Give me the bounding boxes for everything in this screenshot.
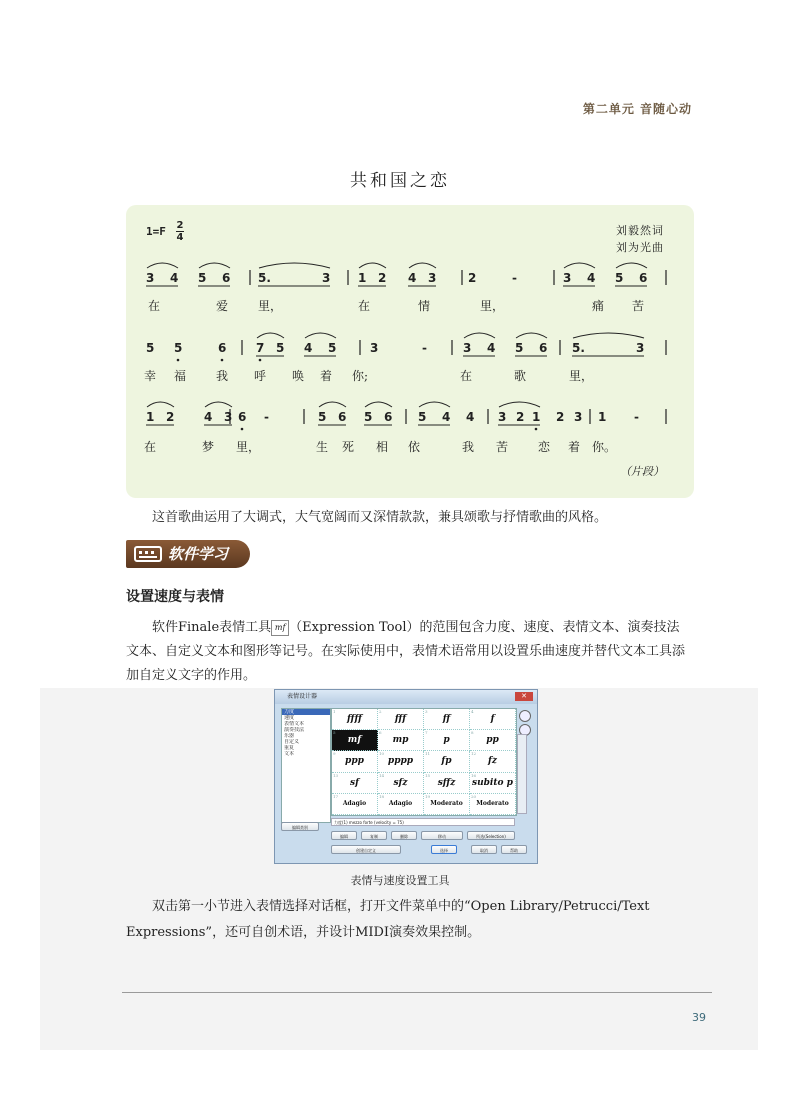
- jianpu-note: 6: [238, 410, 247, 424]
- lyric-syllable: 我: [216, 369, 229, 383]
- jianpu-note: 6: [384, 410, 393, 424]
- cell-symbol: sffz: [437, 777, 456, 788]
- expression-cell[interactable]: [470, 730, 516, 751]
- cell-number: 18: [379, 793, 385, 799]
- cell-symbol: fff: [394, 714, 407, 725]
- lyric-syllable: 在: [144, 440, 157, 454]
- lyric-syllable: 你;: [352, 369, 369, 383]
- expression-cell[interactable]: [378, 751, 424, 772]
- song-title: 共和国之恋: [350, 171, 450, 191]
- cell-number: 13: [333, 772, 339, 778]
- slur-arc: [564, 263, 595, 268]
- category-item[interactable]: 演奏技法: [284, 727, 305, 733]
- dialog-titlebar: [275, 690, 537, 704]
- jianpu-note: 2: [378, 271, 387, 285]
- jianpu-note: 4: [442, 410, 451, 424]
- lyric-syllable: 呼: [254, 369, 267, 383]
- paragraph-text-end: （Expression Tool）的范围包含力度、速度、表情文本、演奏技法文本、自定义文本和图形等记号。在实际使用中，表情术语常用以设置乐曲速度并替代文本工具添加自定义文字的作用。: [126, 620, 686, 683]
- jianpu-note: 4: [587, 271, 596, 285]
- cell-symbol: f: [490, 714, 495, 725]
- jianpu-note: 4: [487, 341, 496, 355]
- delete-button[interactable]: 删除: [391, 831, 417, 840]
- time-signature-top: 2: [176, 220, 184, 231]
- lyric-syllable: 生: [316, 440, 329, 454]
- slur-arc: [409, 263, 436, 268]
- lyric-syllable: 福: [174, 369, 187, 383]
- footer-divider: [122, 992, 712, 993]
- slur-arc: [516, 333, 547, 338]
- cell-number: 19: [425, 793, 431, 799]
- lyric-syllable: 苦: [632, 299, 645, 313]
- expression-cell[interactable]: [378, 773, 424, 794]
- jianpu-note: -: [422, 341, 427, 355]
- lyric-syllable: 依: [408, 440, 421, 454]
- jianpu-notation: [126, 205, 694, 498]
- jianpu-note: 2: [468, 271, 477, 285]
- expression-info: 力度(1) mezzo forte (velocity = 75): [331, 818, 515, 826]
- slur-arc: [499, 402, 540, 407]
- cell-number: 5: [333, 730, 336, 736]
- slur-arc: [205, 402, 232, 407]
- help-button[interactable]: 帮助: [501, 845, 527, 854]
- jianpu-note: -: [512, 271, 517, 285]
- cell-number: 15: [425, 772, 431, 778]
- expression-grid: [331, 708, 517, 816]
- expression-cell[interactable]: [424, 794, 470, 815]
- slur-arc: [573, 333, 644, 338]
- jianpu-note: 4: [204, 410, 213, 424]
- lyric-syllable: 痛: [592, 299, 605, 313]
- expression-cell[interactable]: [470, 709, 516, 730]
- lyric-syllable: 在: [460, 369, 473, 383]
- jianpu-note: 3: [463, 341, 472, 355]
- cell-symbol: sfz: [393, 777, 408, 788]
- cell-symbol: Moderato: [476, 800, 509, 808]
- expression-cell[interactable]: [470, 794, 516, 815]
- keyboard-icon: [134, 546, 162, 562]
- octave-dot: [259, 359, 262, 362]
- scrollbar[interactable]: [517, 734, 527, 814]
- cell-symbol: mp: [392, 735, 409, 746]
- create-custom-button[interactable]: 创建自定义: [331, 845, 401, 854]
- cell-number: 4: [471, 709, 474, 714]
- cell-number: 16: [471, 772, 477, 778]
- slur-arc: [199, 263, 230, 268]
- slur-arc: [359, 263, 386, 268]
- jianpu-note: 4: [408, 271, 417, 285]
- jianpu-note: 2: [556, 410, 565, 424]
- jianpu-note: 5: [146, 341, 155, 355]
- octave-dot: [241, 428, 244, 431]
- cell-symbol: fp: [441, 756, 452, 767]
- slur-arc: [464, 333, 495, 338]
- cell-number: 9: [333, 751, 336, 757]
- cell-number: 20: [471, 793, 477, 799]
- move-select[interactable]: 移动: [421, 831, 463, 840]
- lyric-syllable: 着: [320, 369, 333, 383]
- jianpu-note: 4: [170, 271, 179, 285]
- edit-category-button[interactable]: 编辑类别: [281, 822, 319, 831]
- expression-cell[interactable]: [424, 709, 470, 730]
- score-panel: [126, 205, 694, 498]
- jianpu-note: 1: [358, 271, 367, 285]
- jianpu-note: 5: [328, 341, 337, 355]
- lyric-syllable: 相: [376, 440, 389, 454]
- jianpu-note: 5.: [572, 341, 585, 355]
- lyric-syllable: 唤: [292, 369, 305, 383]
- lyric-syllable: 恋: [538, 440, 551, 454]
- slur-arc: [319, 402, 346, 407]
- jianpu-note: 7: [256, 341, 265, 355]
- zoom-in-icon[interactable]: [519, 710, 531, 722]
- cell-symbol: pp: [486, 735, 499, 746]
- lyric-syllable: 你。: [592, 440, 617, 454]
- cancel-button[interactable]: 取消: [471, 845, 497, 854]
- expression-cell[interactable]: [424, 751, 470, 772]
- page-number: 39: [692, 1011, 706, 1024]
- jianpu-note: 3: [146, 271, 155, 285]
- lyric-syllable: 着: [568, 440, 581, 454]
- cell-symbol: Moderato: [430, 800, 463, 808]
- expression-cell[interactable]: [470, 773, 516, 794]
- jianpu-note: 1: [598, 410, 607, 424]
- cell-number: 2: [379, 709, 382, 714]
- selection-select[interactable]: 所选(Selection): [467, 831, 515, 840]
- lyric-syllable: 情: [418, 299, 431, 313]
- expression-cell[interactable]: [332, 794, 378, 815]
- cell-symbol: sf: [350, 777, 359, 788]
- jianpu-note: 5: [174, 341, 183, 355]
- software-study-badge: [126, 540, 250, 568]
- select-button[interactable]: 选择: [431, 845, 457, 854]
- cell-number: 1: [333, 709, 336, 714]
- duplicate-button[interactable]: 复制: [361, 831, 387, 840]
- jianpu-note: 5: [276, 341, 285, 355]
- slur-arc: [419, 402, 450, 407]
- cell-number: 12: [471, 751, 477, 757]
- jianpu-note: 1: [146, 410, 155, 424]
- slur-arc: [616, 263, 647, 268]
- jianpu-note: 5: [515, 341, 524, 355]
- library-instructions: 双击第一小节进入表情选择对话框，打开文件菜单中的“Open Library/Petrucci/Text Expressions”，还可自创术语，并设计MIDI演奏效果控制。: [126, 899, 650, 940]
- expression-cell[interactable]: [470, 751, 516, 772]
- jianpu-note: 3: [563, 271, 572, 285]
- jianpu-note: 6: [222, 271, 231, 285]
- lyric-syllable: 苦: [496, 440, 509, 454]
- expression-cell[interactable]: [332, 709, 378, 730]
- category-item[interactable]: 重复: [284, 745, 295, 751]
- cell-number: 11: [425, 751, 431, 757]
- lyricist-credit: 刘毅然词: [616, 224, 664, 237]
- lyric-syllable: 歌: [514, 369, 527, 383]
- screenshot-caption: 表情与速度设置工具: [350, 874, 450, 887]
- lyric-syllable: 梦: [202, 440, 215, 454]
- expression-cell[interactable]: [424, 773, 470, 794]
- category-item[interactable]: 自定义: [284, 739, 300, 745]
- jianpu-note: 6: [338, 410, 347, 424]
- unit-title: 第二单元 音随心动: [582, 102, 692, 116]
- slur-arc: [147, 402, 174, 407]
- jianpu-note: 3: [322, 271, 331, 285]
- song-description: 这首歌曲运用了大调式，大气宽阔而又深情款款，兼具颂歌与抒情歌曲的风格。: [152, 510, 608, 525]
- cell-symbol: pppp: [387, 756, 414, 767]
- octave-dot: [535, 428, 538, 431]
- category-item[interactable]: 表情文本: [284, 721, 305, 727]
- dialog-title: 表情设计器: [287, 693, 318, 700]
- octave-dot: [221, 359, 224, 362]
- category-item[interactable]: 力度: [282, 709, 330, 715]
- lyric-syllable: 幸: [144, 369, 157, 383]
- jianpu-note: -: [634, 410, 639, 424]
- paragraph-text-start: 软件Finale表情工具: [152, 620, 272, 635]
- close-icon[interactable]: ✕: [515, 692, 533, 701]
- slur-arc: [147, 263, 178, 268]
- slur-arc: [257, 333, 284, 338]
- jianpu-note: 5: [418, 410, 427, 424]
- jianpu-note: 3: [636, 341, 645, 355]
- expression-cell[interactable]: [332, 773, 378, 794]
- jianpu-note: 5.: [258, 271, 271, 285]
- cell-number: 14: [379, 772, 385, 778]
- expression-tool-icon: mf: [271, 620, 289, 636]
- jianpu-note: -: [264, 410, 269, 424]
- jianpu-note: 5: [364, 410, 373, 424]
- cell-symbol: mf: [347, 735, 362, 746]
- cell-symbol: fz: [488, 756, 497, 767]
- jianpu-note: 3: [224, 410, 233, 424]
- section-title: 设置速度与表情: [126, 589, 224, 605]
- octave-dot: [177, 359, 180, 362]
- composer-credit: 刘为光曲: [616, 241, 664, 254]
- expression-tool-paragraph: [126, 616, 686, 688]
- key-signature: 1=F: [146, 225, 166, 238]
- cell-symbol: Adagio: [388, 800, 413, 808]
- lyric-syllable: 我: [462, 440, 475, 454]
- cell-number: 10: [379, 751, 385, 757]
- jianpu-note: 5: [198, 271, 207, 285]
- cell-number: 6: [379, 730, 382, 736]
- lyric-syllable: 在: [148, 299, 161, 313]
- expression-dialog-screenshot: [274, 689, 538, 864]
- lyric-syllable: 里，: [236, 440, 261, 454]
- badge-label: 软件学习: [168, 545, 229, 563]
- lyric-syllable: 里，: [569, 369, 594, 383]
- jianpu-note: 5: [615, 271, 624, 285]
- cell-number: 17: [333, 793, 339, 799]
- cell-symbol: p: [443, 735, 450, 746]
- jianpu-note: 2: [516, 410, 525, 424]
- expression-cell[interactable]: [424, 730, 470, 751]
- lyric-syllable: 爱: [216, 299, 229, 313]
- cell-symbol: subito p: [472, 777, 513, 788]
- excerpt-note: （片段）: [620, 465, 664, 478]
- lyric-syllable: 在: [358, 299, 371, 313]
- jianpu-note: 6: [539, 341, 548, 355]
- cell-number: 3: [425, 709, 428, 714]
- category-item[interactable]: 乐器: [284, 733, 295, 739]
- cell-symbol: Adagio: [342, 800, 367, 808]
- expression-cell[interactable]: [378, 730, 424, 751]
- jianpu-note: 6: [218, 341, 227, 355]
- jianpu-note: 1: [532, 410, 541, 424]
- lyric-syllable: 里，: [258, 299, 283, 313]
- cell-symbol: ff: [442, 714, 451, 725]
- jianpu-note: 4: [304, 341, 313, 355]
- expression-cell[interactable]: [332, 730, 378, 751]
- category-item[interactable]: 文本: [284, 751, 295, 757]
- category-item[interactable]: 速度: [284, 715, 295, 721]
- slur-arc: [259, 263, 330, 268]
- lyric-syllable: 里，: [480, 299, 505, 313]
- cell-symbol: ppp: [345, 756, 364, 767]
- edit-button[interactable]: 编辑: [331, 831, 357, 840]
- cell-symbol: ffff: [347, 714, 362, 725]
- jianpu-note: 3: [428, 271, 437, 285]
- cell-number: 8: [471, 730, 474, 736]
- time-signature-bottom: 4: [176, 232, 184, 243]
- jianpu-note: 5: [318, 410, 327, 424]
- jianpu-note: 3: [370, 341, 379, 355]
- expression-cell[interactable]: [378, 794, 424, 815]
- expression-cell[interactable]: [378, 709, 424, 730]
- jianpu-note: 6: [639, 271, 648, 285]
- jianpu-note: 3: [498, 410, 507, 424]
- jianpu-note: 2: [166, 410, 175, 424]
- slur-arc: [305, 333, 336, 338]
- cell-number: 7: [425, 730, 428, 736]
- slur-arc: [365, 402, 392, 407]
- category-list: [281, 708, 331, 823]
- lyric-syllable: 死: [342, 440, 355, 454]
- jianpu-note: 4: [466, 410, 475, 424]
- jianpu-note: 3: [574, 410, 583, 424]
- expression-cell[interactable]: [332, 751, 378, 772]
